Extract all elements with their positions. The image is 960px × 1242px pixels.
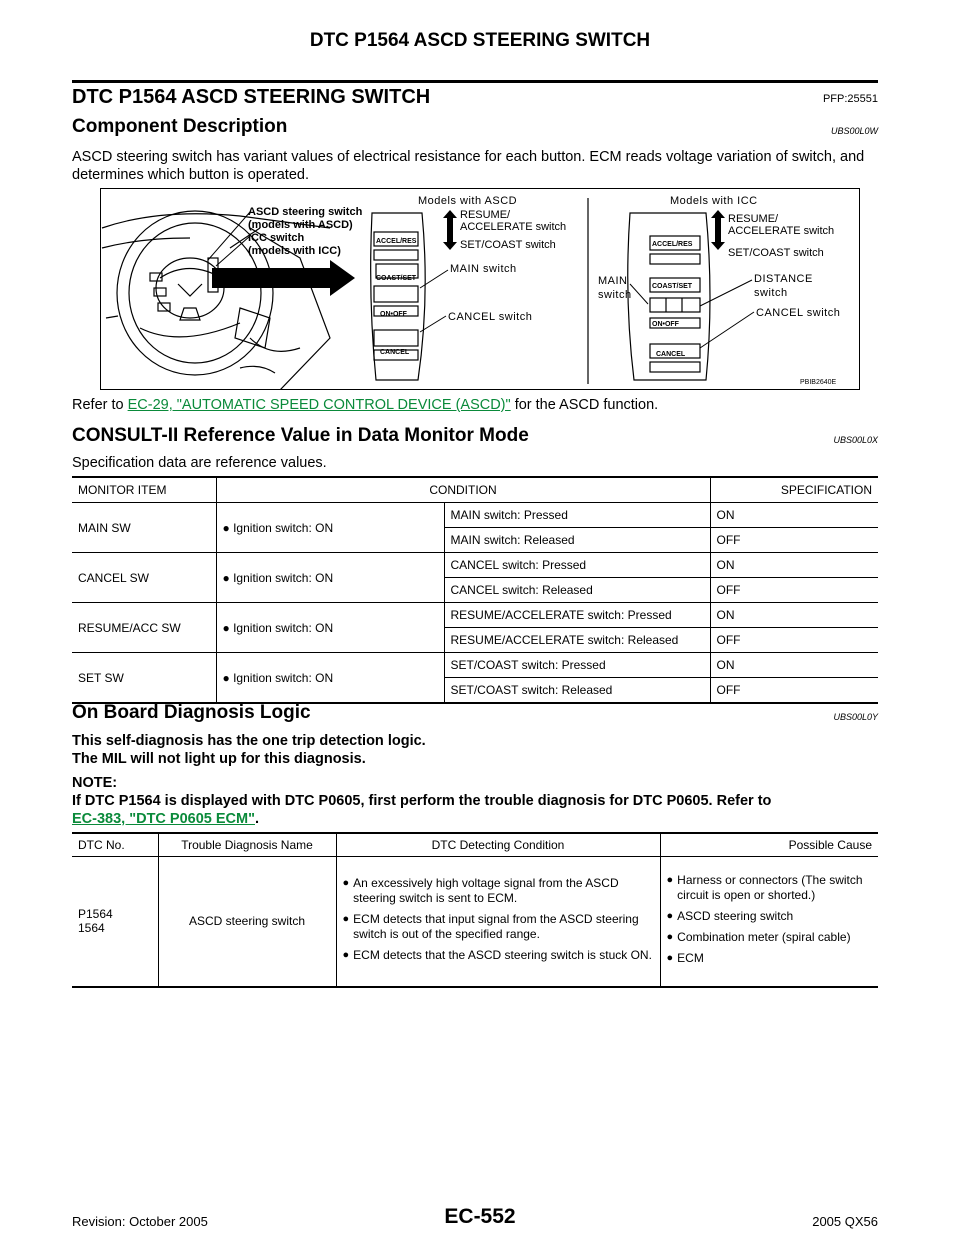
- icc-resume-label-1: RESUME/: [728, 213, 779, 225]
- list-item: ● ECM: [666, 951, 704, 966]
- table-row: [72, 653, 878, 678]
- spec-value: OFF: [710, 578, 878, 603]
- ascd-setcoast-label: SET/COAST switch: [460, 239, 556, 251]
- ascd-btn-onoff: ON•OFF: [380, 311, 407, 318]
- icc-btn-accel: ACCEL/RES: [652, 241, 693, 248]
- icc-resume-label-2: ACCELERATE switch: [728, 225, 835, 237]
- refer-suffix: for the ASCD function.: [510, 397, 659, 413]
- monitor-item: CANCEL SW: [72, 553, 216, 603]
- ascd-reference-link[interactable]: EC-29, "AUTOMATIC SPEED CONTROL DEVICE (ASCD)": [127, 397, 511, 413]
- spec-value: OFF: [710, 678, 878, 704]
- obd-heading: On Board Diagnosis Logic: [72, 702, 311, 723]
- ascd-btn-accel: ACCEL/RES: [376, 238, 417, 245]
- obd-line-1: This self-diagnosis has the one trip detection logic.: [72, 733, 426, 749]
- spec-value: OFF: [710, 528, 878, 553]
- table-row: [72, 857, 878, 987]
- note-label: NOTE:: [72, 775, 118, 791]
- dtc-header-row: [72, 833, 878, 857]
- component-text: ASCD steering switch has variant values of electrical resistance for each button. ECM reads voltage variation of switch, and determines which button is operated.: [72, 149, 865, 183]
- header-divider: [72, 80, 878, 83]
- spec-value: ON: [710, 503, 878, 528]
- ascd-btn-coast: COAST/SET: [376, 275, 417, 282]
- sub-condition: MAIN switch: Released: [444, 528, 710, 553]
- note-text: [72, 792, 878, 828]
- ascd-models-title: Models with ASCD: [418, 195, 518, 207]
- icc-setcoast-label: SET/COAST switch: [728, 247, 824, 259]
- obd-line-2: The MIL will not light up for this diagnosis.: [72, 751, 366, 767]
- callout-ascd-switch: ASCD steering switch: [248, 206, 363, 218]
- condition-cell: ● Ignition switch: ON: [216, 503, 444, 553]
- table-row: [72, 553, 878, 578]
- list-item: ● Harness or connectors (The switch circuit is open or shorted.): [666, 873, 863, 903]
- footer-model: 2005 QX56: [812, 1214, 878, 1229]
- monitor-item: SET SW: [72, 653, 216, 704]
- dtc-table: [72, 832, 878, 988]
- icc-btn-onoff: ON•OFF: [652, 321, 679, 328]
- icc-cancel-label: CANCEL switch: [756, 307, 841, 319]
- consult-code: UBS00L0X: [833, 435, 878, 445]
- icc-btn-cancel: CANCEL: [656, 351, 686, 358]
- condition-cell: ● Ignition switch: ON: [216, 603, 444, 653]
- ascd-resume-label-2: ACCELERATE switch: [460, 221, 567, 233]
- footer-revision: Revision: October 2005: [72, 1214, 208, 1229]
- callout-models-ascd: (models with ASCD): [248, 219, 353, 231]
- monitor-item: MAIN SW: [72, 503, 216, 553]
- ascd-main-label: MAIN switch: [450, 263, 517, 275]
- consult-header-condition: CONDITION: [216, 477, 710, 503]
- spec-value: ON: [710, 653, 878, 678]
- table-row: [72, 503, 878, 528]
- dtc-header-name: Trouble Diagnosis Name: [158, 833, 336, 857]
- page-header-title: DTC P1564 ASCD STEERING SWITCH: [309, 30, 651, 51]
- sub-condition: CANCEL switch: Pressed: [444, 553, 710, 578]
- icc-distance-label-1: DISTANCE: [754, 273, 813, 285]
- consult-header-row: [72, 477, 878, 503]
- monitor-item: RESUME/ACC SW: [72, 603, 216, 653]
- dtc-name: ASCD steering switch: [158, 857, 336, 987]
- dtc-header-cause: Possible Cause: [660, 833, 878, 857]
- dtc-header-condition: DTC Detecting Condition: [336, 833, 660, 857]
- consult-header-spec: SPECIFICATION: [710, 477, 878, 503]
- consult-table: [72, 476, 878, 704]
- dtc-causes: [660, 857, 878, 987]
- icc-models-title: Models with ICC: [670, 195, 758, 207]
- ascd-resume-label-1: RESUME/: [460, 209, 511, 221]
- note-body: If DTC P1564 is displayed with DTC P0605, first perform the trouble diagnosis for DTC P0605. Refer to: [72, 793, 772, 809]
- callout-models-icc: (models with ICC): [248, 245, 341, 257]
- refer-line: [72, 396, 878, 414]
- note-end: .: [254, 811, 260, 827]
- footer-page-number: EC-552: [444, 1205, 516, 1228]
- spec-value: OFF: [710, 628, 878, 653]
- section-title: DTC P1564 ASCD STEERING SWITCH: [72, 86, 431, 108]
- list-item: ● ASCD steering switch: [666, 909, 794, 924]
- ascd-cancel-label: CANCEL switch: [448, 311, 533, 323]
- icc-btn-coast: COAST/SET: [652, 283, 693, 290]
- spec-value: ON: [710, 603, 878, 628]
- dtc-number: P1564 1564: [72, 857, 158, 987]
- dtc-conditions: [336, 857, 660, 987]
- component-code: UBS00L0W: [830, 126, 878, 136]
- figure-code: PBIB2640E: [800, 379, 837, 386]
- part-number: PFP:25551: [822, 93, 878, 105]
- sub-condition: RESUME/ACCELERATE switch: Pressed: [444, 603, 710, 628]
- component-description-heading: Component Description: [72, 116, 288, 137]
- ascd-switch-figure: [100, 188, 860, 390]
- p0605-reference-link[interactable]: EC-383, "DTC P0605 ECM": [72, 811, 255, 827]
- list-item: ● ECM detects that input signal from the ASCD steering switch is out of the specified range.: [342, 912, 639, 942]
- obd-code: UBS00L0Y: [833, 712, 878, 722]
- list-item: ● ECM detects that the ASCD steering switch is stuck ON.: [342, 948, 652, 963]
- dtc-header-no: DTC No.: [72, 833, 158, 857]
- list-item: ● Combination meter (spiral cable): [666, 930, 851, 945]
- sub-condition: SET/COAST switch: Pressed: [444, 653, 710, 678]
- sub-condition: SET/COAST switch: Released: [444, 678, 710, 704]
- icc-main-label-1: MAIN: [598, 275, 628, 287]
- table-row: [72, 603, 878, 628]
- callout-icc-switch: ICC switch: [248, 232, 305, 244]
- sub-condition: RESUME/ACCELERATE switch: Released: [444, 628, 710, 653]
- condition-cell: ● Ignition switch: ON: [216, 553, 444, 603]
- ascd-btn-cancel: CANCEL: [380, 349, 410, 356]
- list-item: ● An excessively high voltage signal from the ASCD steering switch is sent to ECM.: [342, 876, 619, 906]
- consult-heading: CONSULT-II Reference Value in Data Monitor Mode: [72, 425, 529, 446]
- consult-text: Specification data are reference values.: [72, 455, 327, 471]
- spec-value: ON: [710, 553, 878, 578]
- refer-prefix: Refer to: [72, 397, 128, 413]
- condition-cell: ● Ignition switch: ON: [216, 653, 444, 704]
- icc-distance-label-2: switch: [754, 287, 788, 299]
- consult-header-item: MONITOR ITEM: [72, 477, 216, 503]
- icc-main-label-2: switch: [598, 289, 632, 301]
- sub-condition: CANCEL switch: Released: [444, 578, 710, 603]
- sub-condition: MAIN switch: Pressed: [444, 503, 710, 528]
